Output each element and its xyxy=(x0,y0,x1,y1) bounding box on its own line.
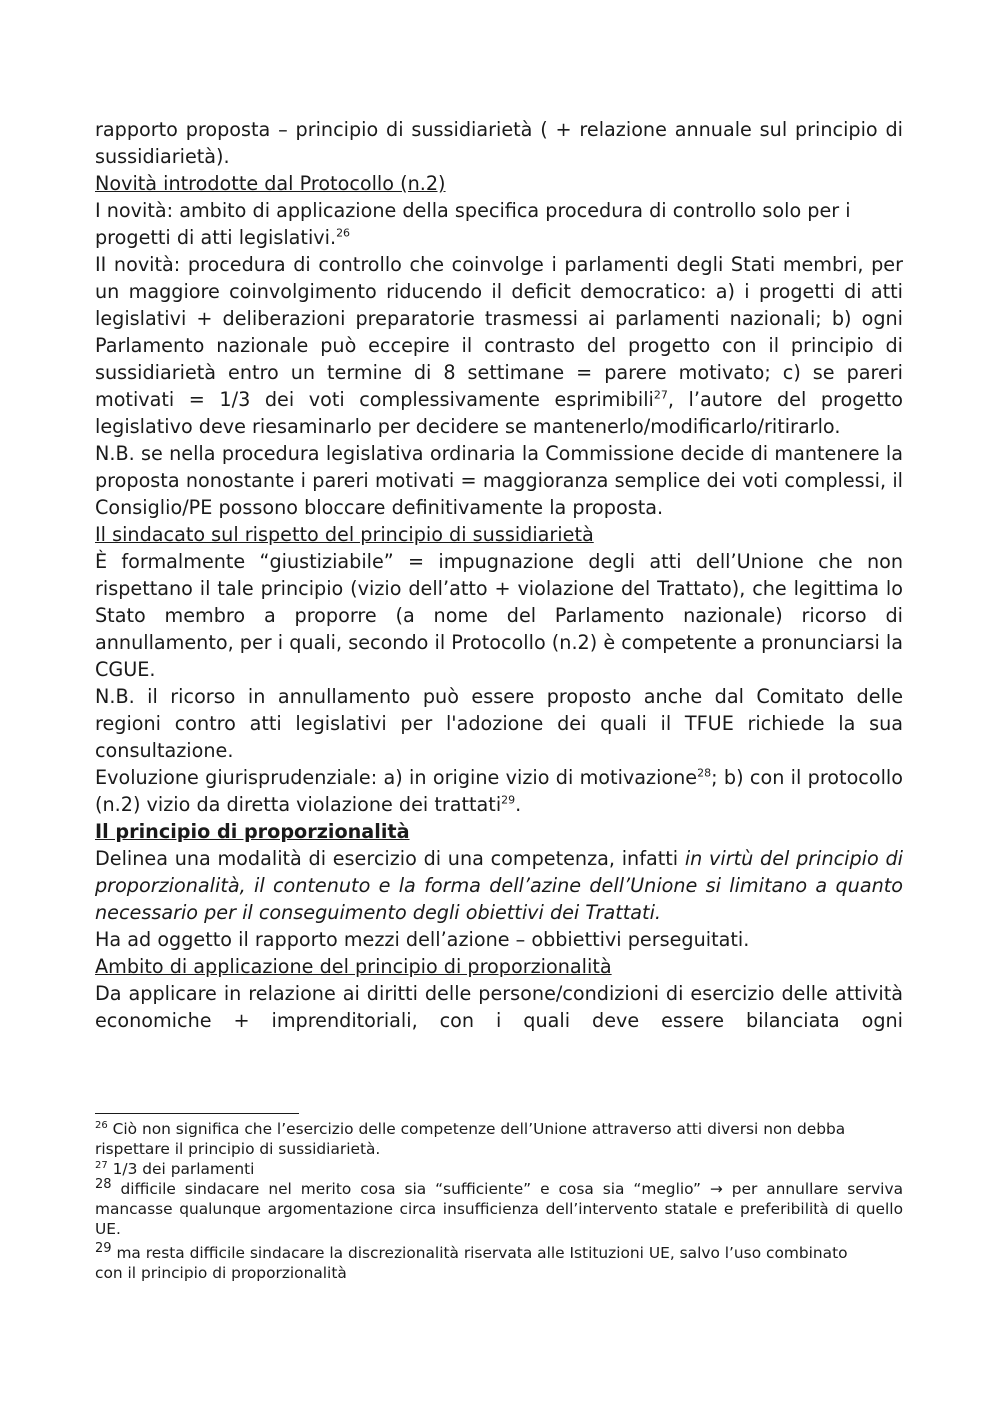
footnote-29-continuation: con il principio di proporzionalità xyxy=(95,1264,347,1282)
paragraph-text: ; b) con il protocollo (n.2) vizio da diretta violazione dei trattati xyxy=(95,766,903,816)
paragraph-text: II novità: procedura di controllo che coinvolge i parlamenti degli Stati membri, per un maggiore coinvolgimento riducendo il deficit democratico: a) i progetti di atti legislativi + deliberazioni preparatorie trasmessi ai parlamenti nazionali; b) ogni Parlamento nazionale può eccepire il contrasto del progetto con il principio di sussidiarietà entro un termine di 8 settimane = parere motivato; c) se pareri motivati = 1/3 dei voti complessivamente esprimibili xyxy=(95,253,903,411)
footnote-ref-27[interactable]: 27 xyxy=(653,388,668,402)
footnote-number: 26 xyxy=(95,1119,108,1131)
footnote-number: 27 xyxy=(95,1159,108,1171)
paragraph-first-novelty xyxy=(95,197,903,251)
paragraph-text: , l’autore del progetto legislativo deve riesaminarlo per decidere se mantenerlo/modificarlo/ritirarlo. xyxy=(95,388,903,438)
paragraph-nb-ricorso: N.B. il ricorso in annullamento può essere proposto anche dal Comitato delle regioni contro atti legislativi per l'adozione dei quali il TFUE richiede la sua consultazione. xyxy=(95,685,903,762)
footnote-ref-28[interactable]: 28 xyxy=(697,766,712,780)
paragraph-second-novelty xyxy=(95,251,903,440)
footnote-text: Ciò non significa che l’esercizio delle competenze dell’Unione attraverso atti diversi non debba rispettare il principio di sussidiarietà. xyxy=(95,1120,846,1158)
footnote-number: 28 xyxy=(95,1176,112,1192)
footnote-text: ma resta difficile sindacare la discrezionalità riservata alle Istituzioni UE, salvo l’uso combinato xyxy=(111,1244,848,1262)
footnote-27 xyxy=(95,1159,903,1179)
paragraph-delinea xyxy=(95,845,903,926)
italic-definition: in virtù del principio di proporzionalità, il contenuto e la forma dell’azine dell’Unione si limitano a quanto necessario per il conseguimento degli obiettivi dei Trattati. xyxy=(95,847,903,924)
paragraph-text: Delinea una modalità di esercizio di una competenza, infatti xyxy=(95,847,685,870)
footnote-28 xyxy=(95,1176,903,1239)
footnote-26 xyxy=(95,1119,903,1159)
paragraph-text: I novità: ambito di applicazione della specifica procedura di controllo solo per i progetti di atti legislativi. xyxy=(95,199,851,249)
footnote-separator xyxy=(95,1113,299,1114)
paragraph-text: Evoluzione giurisprudenziale: a) in origine vizio di motivazione xyxy=(95,766,698,789)
heading-novita-protocollo: Novità introdotte dal Protocollo (n.2) xyxy=(95,172,446,195)
footnote-text: difficile sindacare nel merito cosa sia “sufficiente” e cosa sia “meglio” → per annullare serviva mancasse qualunque argomentazione circa insufficienza dell’intervento statale e preferibilità di quello UE. xyxy=(95,1180,903,1238)
footnote-text: 1/3 dei parlamenti xyxy=(107,1160,255,1178)
footnotes xyxy=(95,1119,903,1283)
paragraph-intro: rapporto proposta – principio di sussidiarietà ( + relazione annuale sul principio di sussidiarietà). xyxy=(95,118,903,168)
footnote-ref-26[interactable]: 26 xyxy=(336,226,351,240)
footnote-number: 29 xyxy=(95,1240,112,1256)
document-body xyxy=(95,116,903,1034)
paragraph-oggetto: Ha ad oggetto il rapporto mezzi dell’azione – obbiettivi perseguitati. xyxy=(95,928,750,951)
paragraph-applicare: Da applicare in relazione ai diritti delle persone/condizioni di esercizio delle attività economiche + imprenditoriali, con i quali deve essere bilanciata ogni xyxy=(95,982,903,1032)
footnote-ref-29[interactable]: 29 xyxy=(501,793,516,807)
heading-ambito: Ambito di applicazione del principio di proporzionalità xyxy=(95,955,612,978)
footnote-29 xyxy=(95,1240,903,1263)
paragraph-giustiziabile: È formalmente “giustiziabile” = impugnazione degli atti dell’Unione che non rispettano il tale principio (vizio dell’atto + violazione del Trattato), che legittima lo Stato membro a proporre (a nome del Parlamento nazionale) ricorso di annullamento, per i quali, secondo il Protocollo (n.2) è competente a pronunciarsi la CGUE. xyxy=(95,550,903,681)
heading-sindacato: Il sindacato sul rispetto del principio di sussidiarietà xyxy=(95,523,594,546)
paragraph-text: . xyxy=(515,793,522,816)
heading-proporzionalita: Il principio di proporzionalità xyxy=(95,820,410,843)
paragraph-evoluzione xyxy=(95,764,903,818)
paragraph-nb-procedure: N.B. se nella procedura legislativa ordinaria la Commissione decide di mantenere la proposta nonostante i pareri motivati = maggioranza semplice dei voti complessi, il Consiglio/PE possono bloccare definitivamente la proposta. xyxy=(95,442,903,519)
